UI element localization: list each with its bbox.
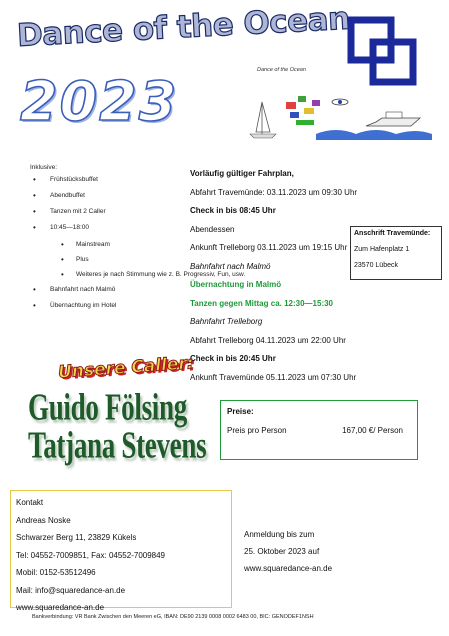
schedule-line: Abfahrt Travemünde: 03.11.2023 um 09:30 Uhr — [190, 187, 358, 197]
contact-box — [10, 490, 232, 612]
registration-info — [244, 526, 332, 577]
contact-heading: Kontakt — [16, 498, 44, 507]
square-logo-icon — [347, 16, 419, 88]
event-year: 2023 — [20, 70, 179, 133]
schedule-line: Vorläufig gültiger Fahrplan, — [190, 169, 294, 178]
registration-website: www.squaredance-an.de — [244, 564, 333, 573]
price-label: Preis pro Person — [227, 426, 287, 435]
inklusive-title: Inklusive: — [30, 164, 58, 171]
bank-details: Bankverbindung: VR Bank Zwischen den Meeren eG, IBAN: DE90 2139 0008 0002 6483 00, BIC: GENODEF1NSH — [32, 614, 314, 620]
caller-name: Tatjana Stevens — [28, 424, 207, 466]
schedule-line: Abendessen — [190, 224, 235, 234]
contact-address: Schwarzer Berg 11, 23829 Kükels — [16, 533, 137, 542]
inklusive-item: • Mainstream — [30, 241, 245, 249]
contact-phone: Tel: 04552-7009851, Fax: 04552-7009849 — [16, 550, 166, 560]
schedule-line: Check in bis 20:45 Uhr — [190, 354, 276, 363]
schedule-line: Ankunft Travemünde 05.11.2023 um 07:30 Uhr — [190, 372, 357, 382]
inklusive-item: • Übernachtung im Hotel — [30, 302, 245, 310]
logo-caption: Dance of the Ocean — [257, 67, 306, 73]
price-box — [220, 400, 418, 460]
inklusive-item: • Plus — [30, 256, 245, 264]
contact-website: www.squaredance-an.de — [16, 603, 105, 612]
inklusive-item: • 10:45—18:00 — [30, 224, 245, 232]
inklusive-item: • Weiteres je nach Stimmung wie z. B. Progressiv, Fun, usw. — [30, 271, 245, 279]
contact-mail: Mail: info@squaredance-an.de — [16, 585, 126, 595]
callers-header: Unsere Caller: — [57, 353, 195, 383]
inklusive-item: • Frühstücksbuffet — [30, 176, 245, 184]
inklusive-item: • Bahnfahrt nach Malmö — [30, 286, 245, 294]
address-box — [350, 226, 442, 280]
schedule-line: Bahnfahrt Trelleborg — [190, 317, 263, 326]
price-title: Preise: — [227, 407, 254, 416]
schedule-line: Übernachtung in Malmö — [190, 280, 282, 289]
schedule-line: Tanzen gegen Mittag ca. 12:30—15:30 — [190, 298, 334, 308]
schedule-line: Check in bis 08:45 Uhr — [190, 206, 276, 215]
contact-name: Andreas Noske — [16, 515, 71, 525]
schedule-line: Abfahrt Trelleborg 04.11.2023 um 22:00 Uhr — [190, 335, 346, 345]
registration-deadline: 25. Oktober 2023 auf — [244, 547, 320, 556]
address-title: Anschrift Travemünde: — [354, 230, 431, 237]
event-title: Dance of the Ocean — [16, 0, 351, 54]
inklusive-item: • Tanzen mit 2 Caller — [30, 208, 245, 216]
schedule-line: Bahnfahrt nach Malmö — [190, 261, 271, 271]
address-street: Zum Hafenplatz 1 — [354, 246, 410, 253]
registration-line: Anmeldung bis zum — [244, 530, 315, 539]
address-city: 23570 Lübeck — [354, 262, 398, 269]
caller-name: Guido Fölsing — [28, 386, 187, 428]
inklusive-item: • Abendbuffet — [30, 192, 245, 200]
price-value: 167,00 €/ Person — [342, 426, 403, 435]
contact-mobile: Mobil: 0152-53512496 — [16, 568, 96, 577]
ocean-illustration-icon — [236, 82, 436, 142]
schedule-line: Ankunft Trelleborg 03.11.2023 um 19:15 Uhr — [190, 243, 348, 252]
